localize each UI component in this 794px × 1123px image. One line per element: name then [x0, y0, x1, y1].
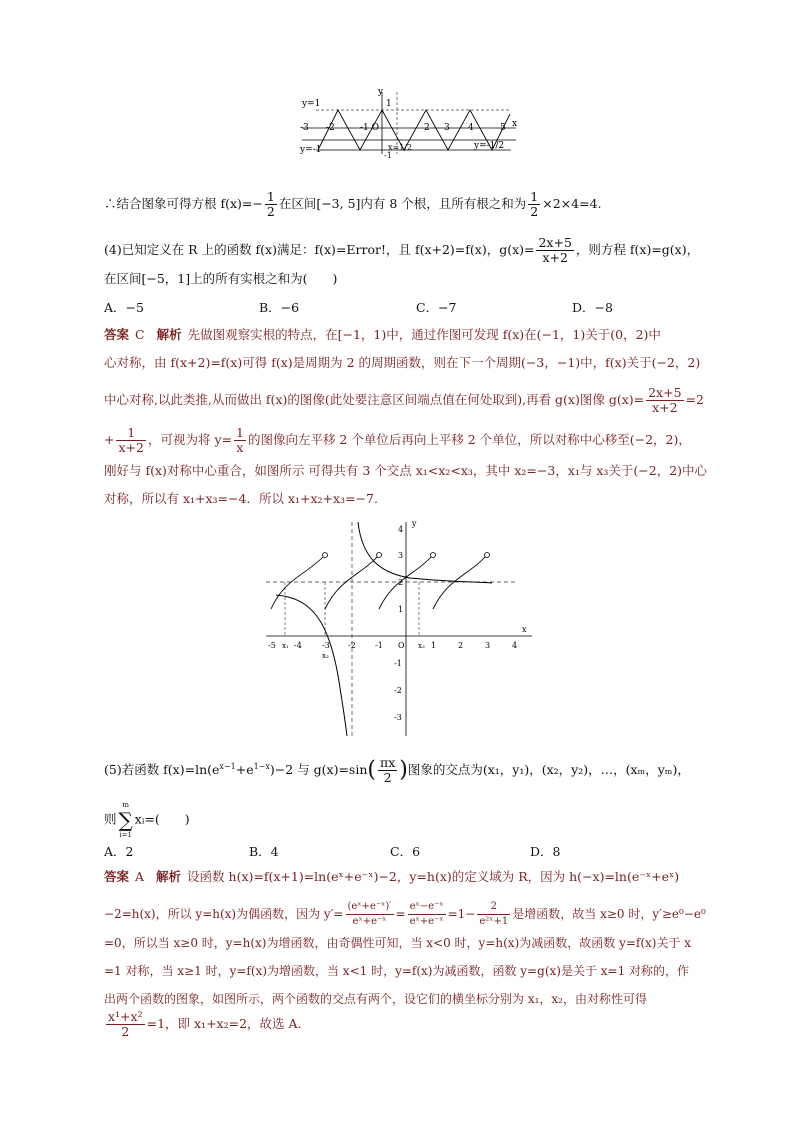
q4-option-a[interactable]: A．−5	[104, 300, 144, 315]
frac-half-2	[528, 190, 540, 219]
label-m2: -2	[326, 123, 335, 133]
q5-stem-c: )−2 与 g(x)=sin	[269, 762, 368, 777]
frac-d: 2	[266, 204, 275, 219]
q4-option-b[interactable]: B．−6	[259, 300, 300, 315]
fig2-xtick-3: 3	[485, 641, 491, 650]
q5-sum-top: m	[122, 801, 129, 809]
q5-sup1: x−1	[219, 761, 236, 771]
q5-sum-bottom: i=1	[119, 831, 132, 839]
frac-n: 1	[266, 189, 275, 204]
fig2-x2: x₂	[322, 652, 329, 660]
q4-a3b: =2	[685, 392, 704, 407]
fig2-origin: O	[398, 641, 405, 650]
label-ym1: y=-1	[300, 145, 322, 155]
q4-a4-den2: x	[236, 440, 244, 455]
q5-b2-den2: eˣ+e⁻ˣ	[409, 916, 444, 927]
frac2-d: 2	[530, 204, 539, 219]
q5-sum-a: 则	[104, 811, 117, 827]
q4-g-den: x+2	[542, 250, 568, 265]
fig2-xtick-m4: -4	[294, 641, 302, 650]
q4-g-frac	[536, 236, 573, 265]
fig2-xtick-m2: -2	[348, 641, 356, 650]
fig2-x1: x₁	[282, 642, 289, 650]
q4-stem-c: 在区间[−5，1]上的所有实根之和为( )	[104, 271, 338, 286]
q5-b2b: =	[395, 907, 406, 921]
q4-a3a: 中心对称,以此类推,从而做出 f(x)的图像(此处要注意区间端点值在何处取到),再看 g(x)图像 g(x)=	[104, 392, 645, 407]
q4-a4-den: x+2	[118, 440, 144, 455]
q4-stem-b: ，则方程 f(x)=g(x)，	[575, 242, 700, 257]
q5-b2-den1: eˣ+e⁻ˣ	[352, 916, 387, 927]
q5-option-a[interactable]: A．2	[104, 844, 134, 859]
label-four: 4	[468, 123, 474, 133]
q5-stem-d: 图象的交点为(x₁，y₁)，(x₂，y₂)，…，(xₘ，yₘ)，	[407, 762, 690, 777]
q5-option-b[interactable]: B．4	[249, 844, 279, 859]
q4-stem-a: (4)已知定义在 R 上的函数 f(x)满足：f(x)=Error!，且 f(x+2)=f(x)，g(x)=	[104, 242, 535, 257]
q5-b6-num: x¹+x²	[108, 1009, 143, 1024]
q5-b6	[104, 1010, 302, 1039]
q5-b2c: =1−	[447, 907, 476, 921]
q5-b2-frac3	[477, 900, 510, 929]
q5-answer-text: A	[135, 869, 145, 884]
label-y1: y=1	[302, 99, 321, 109]
q4-g-num: 2x+5	[538, 235, 572, 250]
q4-answer-line1	[104, 326, 661, 344]
q4-option-d[interactable]: D．−8	[572, 300, 613, 315]
q4-a2: 心对称，由 f(x+2)=f(x)可得 f(x)是周期为 2 的周期函数，则在下一个周期(−3，−1)中，f(x)关于(−2，2)	[104, 355, 701, 370]
q4-a6: 对称，所以有 x₁+x₃=−4．所以 x₁+x₂+x₃=−7.	[104, 491, 378, 506]
q4-a4a: +	[104, 432, 115, 447]
q5-option-d[interactable]: D．8	[530, 844, 561, 859]
q5-b2	[104, 900, 706, 929]
q5-analysis-label: 解析	[156, 869, 182, 884]
q5-b2a: −2=h(x)，所以 y=h(x)为偶函数，因为 y′=	[104, 907, 344, 921]
q5-b2-frac2	[408, 900, 446, 929]
fig2-ytick-1: 1	[398, 605, 404, 614]
label-three: 3	[444, 123, 450, 133]
label-x12: x=1/2	[388, 143, 413, 152]
label-m1O: -1 O	[360, 123, 380, 133]
q5-b2-num3: 2	[477, 900, 510, 915]
label-ym12: y=-1/2	[474, 141, 505, 151]
p3-conclusion-a: ∴结合图象可得方根 f(x)=−	[104, 196, 263, 211]
fig2-ytick-4: 4	[398, 525, 404, 534]
fig2-ytick-m1: -1	[394, 659, 402, 668]
q5-sum-sign	[119, 800, 133, 840]
figure-triangle-wave	[296, 88, 526, 158]
q5-b4: =1 对称，当 x≥1 时，y=f(x)为增函数，当 x<1 时，y=f(x)为减函数，函数 y=g(x)是关于 x=1 对称的，作	[104, 964, 690, 978]
p3-conclusion-b: 在区间[−3, 5]内有 8 个根，且所有根之和为	[278, 196, 527, 211]
q5-b2-frac1	[346, 900, 394, 929]
fig2-ytick-m2: -2	[394, 686, 402, 695]
q4-stem	[104, 236, 699, 265]
fig2-xtick-m5: -5	[268, 641, 276, 650]
q5-sum-symbol: ∑	[118, 808, 133, 832]
q4-a3	[104, 386, 704, 415]
fig2-xtick-1: 1	[431, 641, 437, 650]
q4-a4c: 的图像向左平移 2 个单位后再向上平移 2 个单位，所以对称中心移至(−2，2)，	[247, 432, 691, 447]
label-xaxis: x	[512, 119, 518, 129]
label-m1: -1	[384, 151, 392, 158]
q5-answer-line1	[104, 868, 679, 886]
p3-conclusion-c: ×2×4=4.	[542, 196, 602, 211]
q4-a4-num2: 1	[235, 425, 244, 440]
q5-b6-text: =1，即 x₁+x₂=2，故选 A.	[146, 1016, 302, 1031]
q4-answer-label: 答案	[104, 327, 130, 342]
fig2-xtick-2: 2	[458, 641, 464, 650]
q4-a4-frac2	[234, 426, 246, 455]
q4-answer-text: C	[135, 327, 145, 342]
p3-conclusion	[104, 190, 602, 219]
q5-sum-b: xᵢ=( )	[134, 811, 190, 827]
fig2-ytick-2: 2	[398, 578, 404, 587]
q4-a3-num: 2x+5	[648, 385, 682, 400]
label-two: 2	[424, 123, 430, 133]
fig2-ytick-3: 3	[398, 551, 404, 560]
q4-a1: 先做图观察实根的特点，在[−1，1)中，通过作图可发现 f(x)在(−1，1)关于(0，2)中	[187, 327, 661, 342]
q5-option-c[interactable]: C．6	[390, 844, 421, 859]
frac-half	[265, 190, 277, 219]
q4-a4	[104, 426, 691, 455]
q5-b5: 出两个函数的图象，如图所示，两个函数的交点有两个，设它们的横坐标分别为 x₁，x₂，由对称性可得	[104, 992, 647, 1006]
frac2-n: 1	[530, 189, 539, 204]
q4-a3-frac	[646, 386, 683, 415]
label-yaxis: y	[378, 88, 384, 97]
q4-a5: 刚好与 f(x)对称中心重合，如图所示 可得共有 3 个交点 x₁<x₂<x₃，其中 x₂=−3，x₁与 x₃关于(−2，2)中心	[104, 463, 708, 478]
q5-stem: (5)若函数 $f(x)=\ln(e^{x-1}+e^{1-x})-2$ 与 g(x)=sin( $\frac{\pi x}{2}$ )图象的交点为(x₁，y₁)，(x₂，y₂)，…，(xₘ，yₘ)，	[104, 755, 690, 785]
q4-a4-num: 1	[116, 426, 145, 441]
q5-sin-frac	[378, 756, 397, 785]
fig2-ytick-m3: -3	[394, 713, 402, 722]
q5-b6-frac	[106, 1010, 145, 1039]
q5-sin-den: 2	[383, 770, 392, 785]
q5-stem-b: +e	[235, 762, 254, 777]
q5-b2d: 是增函数，故当 x≥0 时，y′≥e⁰−e⁰	[512, 907, 706, 921]
fig2-xaxis-label: x	[522, 625, 527, 634]
q5-b1: 设函数 h(x)=f(x+1)=ln(eˣ+e⁻ˣ)−2，y=h(x)的定义域为 R，因为 h(−x)=ln(e⁻ˣ+eˣ)	[187, 869, 680, 884]
q5-b2-num2: eˣ−e⁻ˣ	[408, 900, 446, 915]
label-m3: -3	[300, 123, 309, 133]
fig2-xtick-m3: -3	[322, 641, 330, 650]
fig2-yaxis-label: y	[412, 519, 417, 528]
label-five: 5	[500, 123, 506, 133]
q4-option-c[interactable]: C．−7	[416, 300, 457, 315]
q4-a3-den: x+2	[652, 400, 678, 415]
q4-a4b: ，可视为将 y=	[147, 432, 232, 447]
fig2-xtick-m1: -1	[375, 641, 383, 650]
label-one: 1	[386, 99, 392, 109]
q5-answer-label: 答案	[104, 869, 130, 884]
q5-b2-den3: e²ˣ+1	[479, 916, 509, 927]
q5-sin-num: πx	[380, 755, 396, 770]
q4-analysis-label: 解析	[156, 327, 182, 342]
q5-stem-a: (5)若函数 f(x)=ln(e	[104, 762, 220, 777]
q5-sum	[104, 800, 190, 840]
q5-b2-num1: (eˣ+e⁻ˣ)′	[346, 900, 394, 915]
q4-a4-frac	[116, 426, 145, 455]
fig2-xtick-4: 4	[512, 641, 518, 650]
q5-b3: =0，所以当 x≥0 时，y=h(x)为增函数，由奇偶性可知，当 x<0 时，y=h(x)为减函数，故函数 y=f(x)关于 x	[104, 936, 692, 950]
q5-sup2: 1−x	[253, 761, 270, 771]
figure-fg-graph	[260, 518, 540, 740]
fig2-x3: x₃	[418, 642, 425, 650]
q5-b6-den: 2	[121, 1024, 130, 1039]
